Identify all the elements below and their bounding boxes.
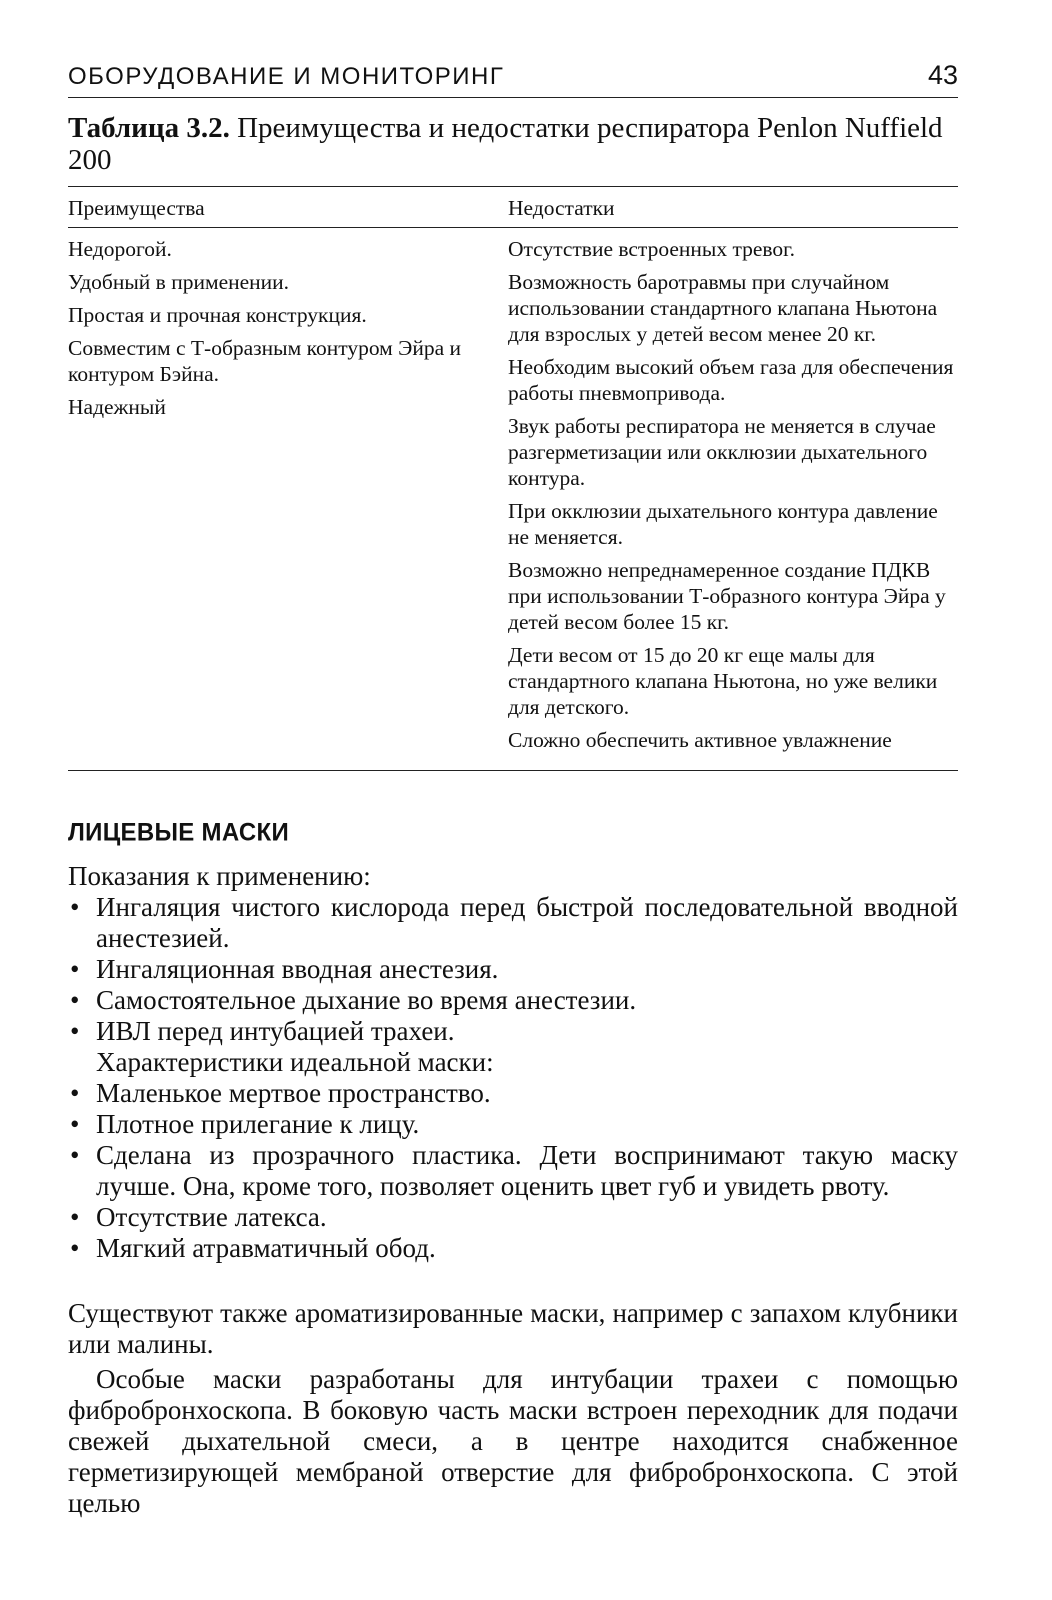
running-title: ОБОРУДОВАНИЕ И МОНИТОРИНГ xyxy=(68,63,505,90)
list-item: • Самостоятельное дыхание во время анестезии. xyxy=(68,985,958,1016)
page-number: 43 xyxy=(927,60,958,90)
list-item: • Мягкий атравматичный обод. xyxy=(68,1233,958,1264)
running-head xyxy=(68,60,958,98)
disadvantage-item: Возможность баротравмы при случайном использовании стандартного клапана Ньютона для взрослых у детей весом менее 20 кг. xyxy=(508,270,938,346)
disadvantage-item: Звук работы респиратора не меняется в случае разгерметизации или окклюзии дыхательного контура. xyxy=(508,414,936,490)
table-caption-text: Преимущества и недостатки респиратора Penlon Nuffield 200 xyxy=(68,112,943,176)
paragraph: Существуют также ароматизированные маски, например с запахом клубники или малины. xyxy=(68,1298,958,1359)
list-item: • Ингаляция чистого кислорода перед быстрой последовательной вводной анестезией. xyxy=(68,892,958,954)
table-caption-label: Таблица 3.2. xyxy=(68,112,230,144)
list-item: • Ингаляционная вводная анестезия. xyxy=(68,954,958,985)
list-item: • Отсутствие латекса. xyxy=(68,1202,958,1233)
advantage-item: Надежный xyxy=(68,395,166,419)
book-page xyxy=(68,60,958,1519)
disadvantage-item: Возможно непреднамеренное создание ПДКВ при использовании Т-образного контура Эйра у детей весом более 15 кг. xyxy=(508,558,946,634)
indications-list xyxy=(68,892,958,1047)
disadvantage-item: Сложно обеспечить активное увлажнение xyxy=(508,728,892,752)
section-title: ЛИЦЕВЫЕ МАСКИ xyxy=(68,818,289,847)
column-header-disadvantages: Недостатки xyxy=(508,187,958,228)
list-item: • Плотное прилегание к лицу. xyxy=(68,1109,958,1140)
table-caption xyxy=(68,112,958,176)
advantages-cell xyxy=(68,228,508,771)
advantage-item: Недорогой. xyxy=(68,237,172,261)
list-item: • Маленькое мертвое пространство. xyxy=(68,1078,958,1109)
list-item: • ИВЛ перед интубацией трахеи. xyxy=(68,1016,958,1047)
ideal-mask-list xyxy=(68,1078,958,1264)
advantage-item: Удобный в применении. xyxy=(68,270,290,294)
disadvantage-item: Дети весом от 15 до 20 кг еще малы для стандартного клапана Ньютона, но уже велики для детского. xyxy=(508,643,938,719)
column-header-advantages: Преимущества xyxy=(68,187,508,228)
indications-intro: Показания к применению: xyxy=(68,861,371,891)
ideal-mask-intro: Характеристики идеальной маски: xyxy=(96,1047,494,1077)
disadvantages-cell xyxy=(508,228,958,771)
advantage-item: Простая и прочная конструкция. xyxy=(68,303,367,327)
paragraph: Особые маски разработаны для интубации трахеи с помощью фибробронхоскопа. В боковую часть маски встроен переходник для подачи свежей дыхательной смеси, а в центре находится снабженное герметизирующей мембраной отверстие для фибробронхоскопа. С этой целью xyxy=(68,1364,958,1518)
list-item: • Сделана из прозрачного пластика. Дети воспринимают такую маску лучше. Она, кроме того, позволяет оценить цвет губ и увидеть рвоту. xyxy=(68,1140,958,1202)
comparison-table xyxy=(68,186,958,771)
disadvantage-item: Отсутствие встроенных тревог. xyxy=(508,237,795,261)
table-header-row xyxy=(68,187,958,228)
table-row xyxy=(68,228,958,771)
disadvantage-item: Необходим высокий объем газа для обеспечения работы пневмопривода. xyxy=(508,355,954,405)
advantage-item: Совместим с Т-образным контуром Эйра и контуром Бэйна. xyxy=(68,336,462,386)
disadvantage-item: При окклюзии дыхательного контура давление не меняется. xyxy=(508,499,938,549)
